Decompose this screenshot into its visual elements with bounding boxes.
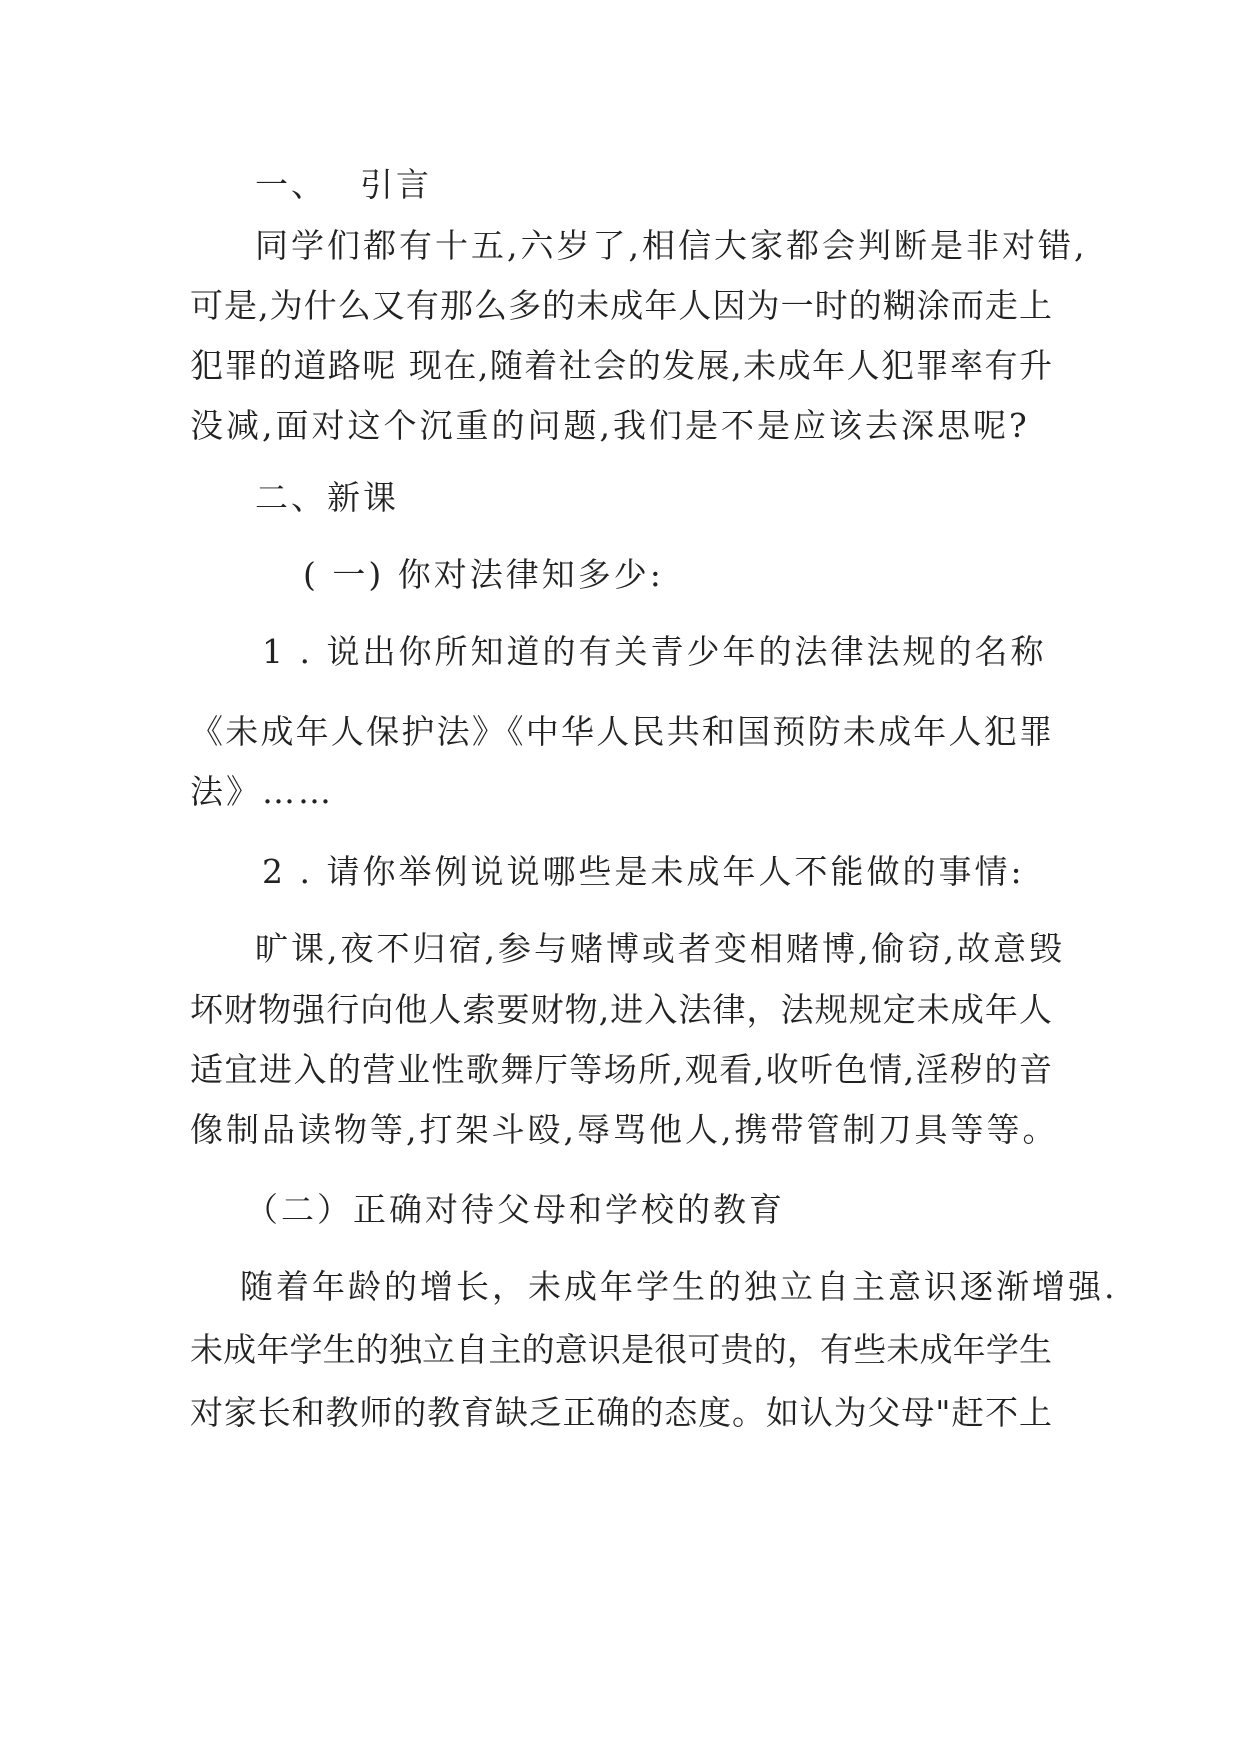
question-2-answer-line-4: 像制品读物等,打架斗殴,辱骂他人,携带管制刀具等等。 <box>190 1110 1059 1149</box>
section-2-heading: 二、新课 <box>255 478 399 517</box>
intro-line-2: 可是,为什么又有那么多的未成年人因为一时的糊涂而走上 <box>190 286 1052 325</box>
intro-line-3: 犯罪的道路呢 现在,随着社会的发展,未成年人犯罪率有升 <box>190 346 1052 385</box>
question-2-answer-line-2: 坏财物强行向他人索要财物,进入法律，法规规定未成年人 <box>190 990 1052 1029</box>
subsection-2-heading: （二）正确对待父母和学校的教育 <box>245 1190 785 1229</box>
intro-line-4: 没减,面对这个沉重的问题,我们是不是应该去深思呢? <box>190 406 1030 445</box>
subsection-2-body-line-3: 对家长和教师的教育缺乏正确的态度。如认为父母"赶不上 <box>190 1393 1052 1432</box>
subsection-2-body-line-2: 未成年学生的独立自主的意识是很可贵的，有些未成年学生 <box>190 1330 1052 1369</box>
question-2: 2 . 请你举例说说哪些是未成年人不能做的事情: <box>262 852 1025 891</box>
question-1-answer-line-2: 法》…… <box>190 772 334 811</box>
question-2-answer-line-1: 旷课,夜不归宿,参与赌博或者变相赌博,偷窃,故意毁 <box>255 929 1065 968</box>
section-1-heading: 一、 引言 <box>255 165 432 204</box>
intro-line-1: 同学们都有十五,六岁了,相信大家都会判断是非对错, <box>255 226 1088 265</box>
subsection-1-heading: ( 一) 你对法律知多少: <box>303 555 664 594</box>
question-1-answer-line-1: 《未成年人保护法》《中华人民共和国预防未成年人犯罪 <box>190 712 1052 751</box>
subsection-2-body-line-1: 随着年龄的增长，未成年学生的独立自主意识逐渐增强. <box>240 1267 1118 1306</box>
question-1: 1 . 说出你所知道的有关青少年的法律法规的名称 <box>262 632 1047 671</box>
question-2-answer-line-3: 适宜进入的营业性歌舞厅等场所,观看,收听色情,淫秽的音 <box>190 1050 1052 1089</box>
